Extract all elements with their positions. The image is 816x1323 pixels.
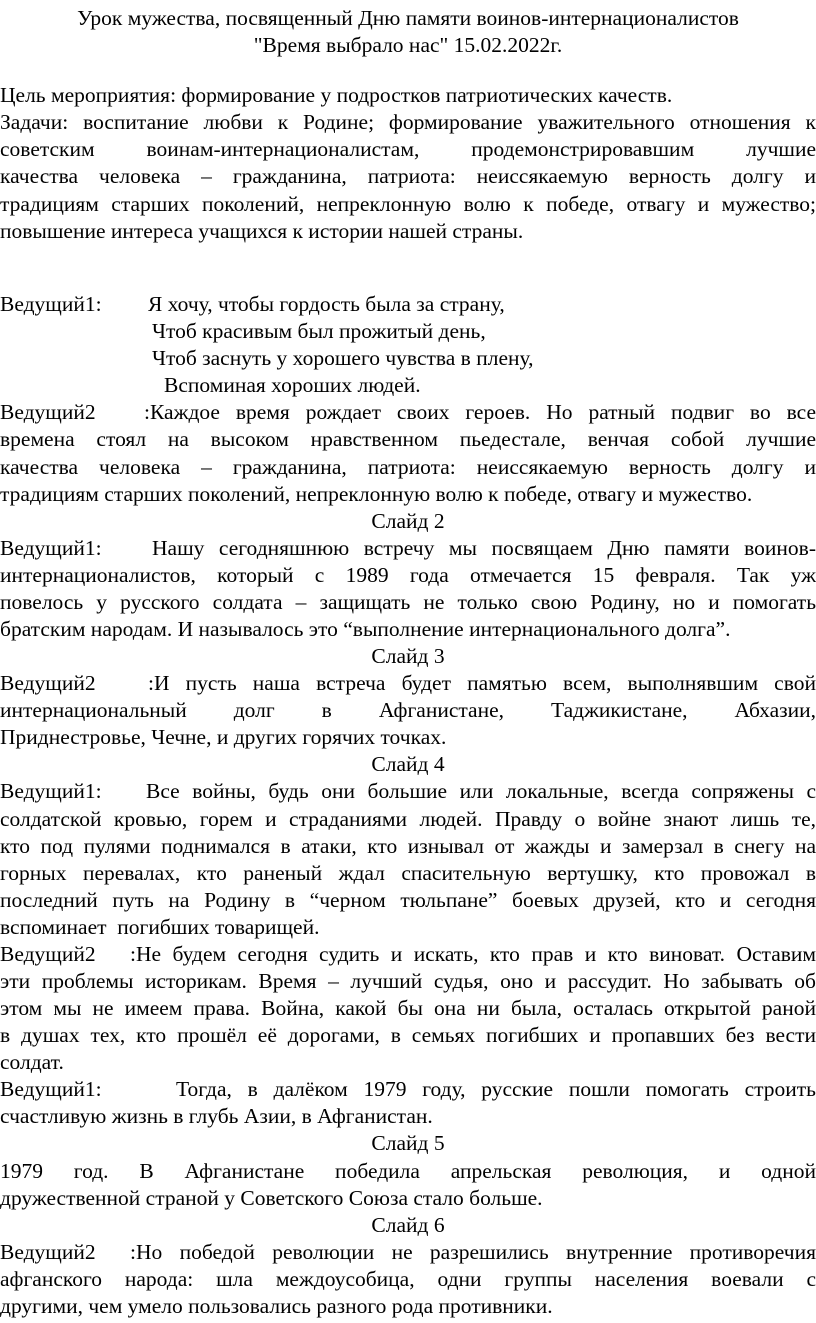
speaker-line xyxy=(0,290,816,318)
paragraph-line: этом мы не имеем права. Война, какой бы она ни была, осталась открытой раной xyxy=(0,996,816,1021)
paragraph-line: последний путь на Родину в “черном тюльпане” боевых друзей, кто и сегодня xyxy=(0,887,816,912)
speaker-line xyxy=(0,534,816,562)
paragraph-line: Все войны, будь они большие или локальные, всегда сопряжены с xyxy=(146,779,816,804)
tasks-line: Задачи: воспитание любви к Родине; формирование уважительного отношения к xyxy=(0,110,816,135)
document-subtitle: "Время выбрало нас" 15.02.2022г. xyxy=(253,32,563,57)
poem-line: Вспоминая хороших людей. xyxy=(164,373,421,398)
paragraph-line: в душах тех, кто прошёл её дорогами, в семьях погибших и пропавших без вести xyxy=(0,1023,816,1048)
tasks-line: качества человека – гражданина, патриота: неиссякаемую верность долгу и xyxy=(0,164,816,189)
paragraph-line: дружественной страной у Советского Союза стало больше. xyxy=(0,1185,543,1210)
paragraph-line: афганского народа: шла междоусобица, одни группы населения воевали с xyxy=(0,1266,816,1291)
document-title: Урок мужества, посвященный Дню памяти воинов-интернационалистов xyxy=(77,5,739,30)
speaker-line xyxy=(0,777,816,805)
paragraph-line: повелось у русского солдата – защищать не только свою Родину, но и помогать xyxy=(0,589,816,614)
poem-line: Чтоб заснуть у хорошего чувства в плену, xyxy=(152,346,534,371)
speaker-label: Ведущий1: xyxy=(0,779,102,804)
paragraph-line: Каждое время рождает своих героев. Но ратный подвиг во все xyxy=(150,400,816,425)
speaker-line xyxy=(0,398,816,426)
paragraph-line: другими, чем умело пользовались разного рода противники. xyxy=(0,1293,553,1318)
paragraph-line: счастливую жизнь в глубь Азии, в Афганистан. xyxy=(0,1104,433,1129)
slide-heading: Слайд 4 xyxy=(371,752,445,777)
tasks-line: повышение интереса учащихся к истории нашей страны. xyxy=(0,218,524,243)
speaker-line xyxy=(0,669,816,697)
paragraph-line: И пусть наша встреча будет памятью всем, выполнявшим свой xyxy=(154,671,816,696)
speaker-label: Ведущий1: xyxy=(0,292,102,317)
paragraph-line: интернациональный долг в Афганистане, Таджикистане, Абхазии, xyxy=(0,698,816,723)
paragraph-line: кто под пулями поднимался в атаки, кто изнывал от жажды и замерзал в снегу на xyxy=(0,833,816,858)
paragraph-line: эти проблемы историкам. Время – лучший судья, оно и рассудит. Но забывать об xyxy=(0,969,816,993)
paragraph-line: Но победой революции не разрешились внутренние противоречия xyxy=(136,1239,816,1264)
tasks-line: традициям старших поколений, непреклонную волю к победе, отвагу и мужество; xyxy=(0,191,816,216)
slide-heading: Слайд 5 xyxy=(371,1131,445,1156)
speaker-label: Ведущий2 : xyxy=(0,671,154,696)
paragraph-line: горных перевалах, кто раненый ждал спасительную вертушку, кто провожал в xyxy=(0,860,816,885)
speaker-label: Ведущий1: xyxy=(0,535,102,560)
paragraph-line: братским народам. И называлось это “выполнение интернационального долга”. xyxy=(0,617,731,642)
paragraph-line: Не будем сегодня судить и искать, кто прав и кто виноват. Оставим xyxy=(136,941,816,966)
tasks-line: советским воинам-интернационалистам, продемонстрировавшим лучшие xyxy=(0,137,816,162)
speaker-label: Ведущий2 : xyxy=(0,400,150,425)
paragraph-line: солдатской кровью, горем и страданиями людей. Правду о войне знают лишь те, xyxy=(0,806,816,831)
paragraph-line: традициям старших поколений, непреклонную волю к победе, отвагу и мужество. xyxy=(0,481,753,506)
paragraph-line: качества человека – гражданина, патриота: неиссякаемую верность долгу и xyxy=(0,454,816,479)
paragraph-line: Тогда, в далёком 1979 году, русские пошли помогать строить xyxy=(176,1077,816,1102)
paragraph-line: Нашу сегодняшнюю встречу мы посвящаем Дню памяти воинов- xyxy=(152,535,816,560)
paragraph-line: вспоминает погибших товарищей. xyxy=(0,914,320,939)
paragraph-line: времена стоял на высоком нравственном пьедестале, венчая собой лучшие xyxy=(0,427,816,452)
goal-line: Цель мероприятия: формирование у подростков патриотических качеств. xyxy=(0,83,673,108)
slide-heading: Слайд 6 xyxy=(371,1212,445,1237)
paragraph-line: 1979 год. В Афганистане победила апрельская революция, и одной xyxy=(0,1158,816,1183)
speaker-line xyxy=(0,1075,816,1103)
paragraph-line: интернационалистов, который с 1989 года отмечается 15 февраля. Так уж xyxy=(0,562,816,587)
speaker-label: Ведущий2 : xyxy=(0,1239,136,1264)
speaker-label: Ведущий1: xyxy=(0,1077,102,1102)
speaker-label: Ведущий2 : xyxy=(0,941,136,966)
speaker-line xyxy=(0,1238,816,1266)
poem-line: Я хочу, чтобы гордость была за страну, xyxy=(148,292,505,317)
slide-heading: Слайд 3 xyxy=(371,644,445,669)
paragraph-line: солдат. xyxy=(0,1050,64,1075)
paragraph-line: Приднестровье, Чечне, и других горячих точках. xyxy=(0,725,447,750)
poem-line: Чтоб красивым был прожитый день, xyxy=(152,319,486,344)
slide-heading: Слайд 2 xyxy=(371,508,445,533)
speaker-line xyxy=(0,940,816,968)
